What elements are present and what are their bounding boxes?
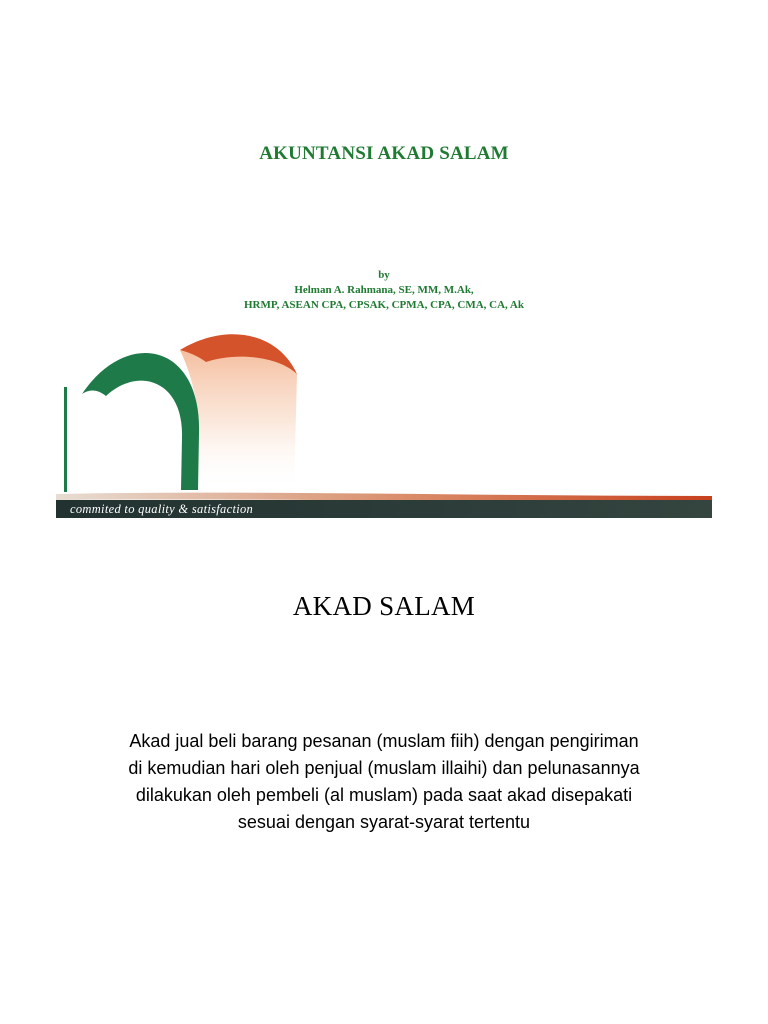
green-line-shape: [64, 387, 67, 492]
green-arch-shape: [82, 353, 199, 490]
definition-paragraph: [84, 728, 684, 836]
definition-line: Akad jual beli barang pesanan (muslam fiih) dengan pengiriman: [129, 731, 639, 751]
section-title: AKAD SALAM: [292, 591, 476, 621]
definition-line: di kemudian hari oleh penjual (muslam illaihi) dan pelunasannya: [128, 758, 640, 778]
logo-banner: [56, 322, 712, 520]
author-name: Helman A. Rahmana, SE, MM, M.Ak,: [294, 284, 474, 296]
banner-tagline: commited to quality & satisfaction: [70, 502, 254, 516]
document-title: AKUNTANSI AKAD SALAM: [259, 143, 509, 164]
definition-line: sesuai dengan syarat-syarat tertentu: [237, 812, 531, 832]
definition-line: dilakukan oleh pembeli (al muslam) pada saat akad disepakati: [135, 785, 633, 805]
byline: by: [378, 269, 390, 281]
author-credentials: HRMP, ASEAN CPA, CPSAK, CPMA, CPA, CMA, CA, Ak: [244, 299, 524, 311]
author-block: [0, 268, 768, 313]
